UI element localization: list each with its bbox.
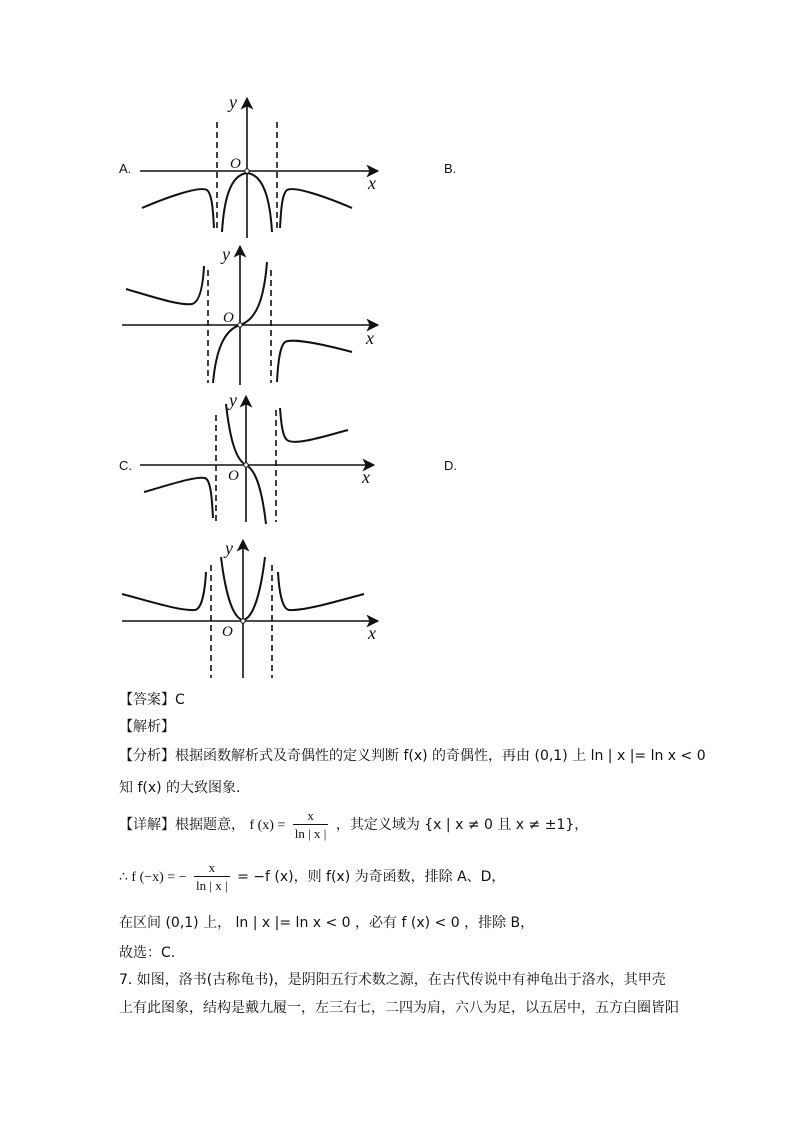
option-b-label: B. — [444, 161, 457, 176]
detail-line — [119, 808, 588, 842]
graph-d-y-label: y — [225, 538, 233, 558]
option-c-label: C. — [119, 458, 132, 473]
graph-b-x-label: x — [366, 328, 374, 348]
graph-c-x-label: x — [362, 467, 370, 487]
analysis-heading: 【解析】 — [119, 719, 175, 735]
graph-c-origin-label: O — [228, 468, 239, 484]
graph-b-y-label: y — [222, 244, 230, 264]
detail-fraction — [293, 808, 329, 842]
analysis-line-2: 知 f(x) 的大致图象. — [119, 780, 241, 796]
graph-d-branch-right — [278, 572, 364, 610]
option-a-label: A. — [119, 161, 132, 176]
detail-function: f (x) = — [249, 818, 286, 833]
detail-fraction-numerator: x — [293, 808, 329, 825]
interval-line: 在区间 (0,1) 上， ln | x |= ln x < 0 ，必有 f (x) < 0 ，排除 B， — [119, 915, 535, 931]
odd-fraction-numerator: x — [194, 860, 230, 877]
graph-d-origin-label: O — [222, 624, 233, 640]
answer-line: 【答案】C — [119, 692, 185, 708]
option-d-label: D. — [444, 458, 457, 473]
question-7-line-2: 上有此图象，结构是戴九履一，左三右七，二四为肩，六八为足，以五居中，五方白圈皆阳 — [119, 1000, 679, 1016]
graph-d-branch-left — [122, 572, 206, 610]
graph-d-origin-dot — [241, 619, 245, 623]
graph-a-x-label: x — [368, 173, 376, 193]
graph-a-origin-label: O — [230, 156, 241, 172]
odd-right: = −f (x)，则 f(x) 为奇函数，排除 A、D， — [237, 869, 506, 885]
odd-left: ∴ f (−x) = − — [119, 870, 187, 885]
graph-a-y-label: y — [229, 92, 237, 112]
detail-domain: ，其定义域为 {x | x ≠ 0 且 x ≠ ±1}， — [335, 817, 589, 833]
graph-b-origin-label: O — [223, 310, 234, 326]
odd-fraction-denominator: ln | x | — [196, 878, 228, 893]
graph-d-x-label: x — [368, 623, 376, 643]
conclusion-line: 故选：C. — [119, 945, 176, 961]
detail-label: 【详解】根据题意， — [119, 817, 245, 833]
odd-line — [119, 860, 505, 894]
detail-fraction-denominator: ln | x | — [294, 826, 327, 841]
question-7-line-1: 7. 如图，洛书(古称龟书)，是阴阳五行术数之源，在古代传说中有神龟出于洛水，其甲壳 — [119, 972, 666, 988]
graph-c-y-label: y — [229, 390, 237, 410]
analysis-line-1: 【分析】根据函数解析式及奇偶性的定义判断 f(x) 的奇偶性，再由 (0,1) 上 ln | x |= ln x < 0 — [119, 748, 706, 764]
odd-fraction — [194, 860, 230, 894]
